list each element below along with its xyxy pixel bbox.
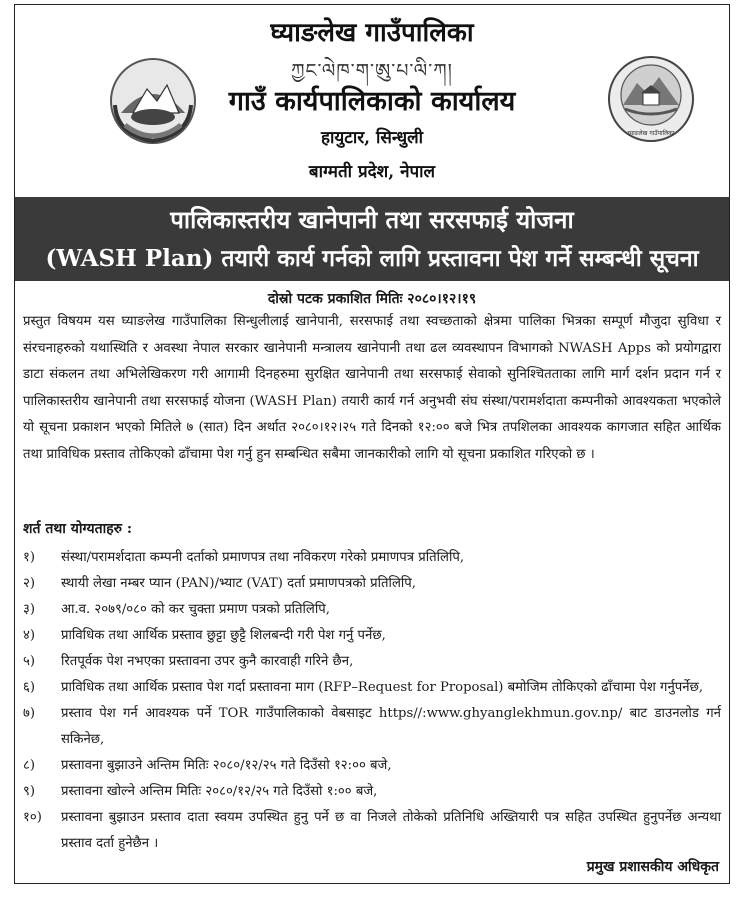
municipality-name-tibetan: ཀྱང་ལེཁ་ག་ཨུ་པ་ལི་ཀ། — [291, 60, 453, 82]
condition-text: प्रस्तावना खोल्ने अन्तिम मितिः २०८०/१२/२५ गते दिउँसो १:०० बजे, — [61, 784, 378, 799]
condition-text: प्राविधिक तथा आर्थिक प्रस्ताव पेश गर्दा प्रस्तावना माग (RFP–Request for Proposal) बमोजिम तोकिएको ढाँचामा पेश गर्नुपर्नेछ, — [61, 680, 704, 695]
office-location: हायुटार, सिन्धुली — [320, 128, 424, 148]
condition-item — [23, 753, 721, 779]
office-name: गाउँ कार्यपालिकाको कार्यालय — [228, 86, 516, 117]
condition-number: २) — [23, 576, 36, 591]
condition-text: रितपूर्वक पेश नभएका प्रस्तावना उपर कुनै कारवाही गरिने छैन, — [61, 654, 354, 669]
conditions-heading: शर्त तथा योग्यताहरु : — [23, 521, 133, 537]
letterhead — [15, 5, 729, 197]
condition-text: प्रस्तावना बुझाउन प्रस्ताव दाता स्वयम उपस्थित हुनु पर्ने छ वा निजले तोकेको प्रतिनिधि अख्तियारी पत्र सहित उपस्थित हुनुपर्नेछ अन्यथा प्रस्ताव दर्ता हुनेछैन । — [61, 810, 721, 851]
condition-item — [23, 675, 721, 701]
notice-title-banner — [15, 197, 729, 281]
seal-text: घ्याङलेख गाउँपालिका — [627, 130, 675, 137]
condition-number: ४) — [23, 628, 36, 643]
signatory-title: प्रमुख प्रशासकीय अधिकृत — [586, 859, 719, 875]
condition-item — [23, 701, 721, 753]
condition-number: ७) — [23, 706, 36, 721]
condition-number: ६) — [23, 680, 36, 695]
condition-text: प्रस्ताव पेश गर्न आवश्यक पर्ने TOR गाउँपालिकाको वेबसाइट https//:www.ghyanglekhmun.gov.np/ बाट डाउनलोड गर्न सकिनेछ, — [61, 706, 721, 747]
condition-number: ९) — [23, 784, 36, 799]
condition-number: १) — [23, 550, 36, 565]
public-notice — [14, 4, 730, 884]
condition-item — [23, 623, 721, 649]
condition-number: ३) — [23, 602, 36, 617]
condition-item — [23, 805, 721, 857]
condition-text: प्राविधिक तथा आर्थिक प्रस्ताव छुट्टा छुट्टै शिलबन्दी गरी पेश गर्नु पर्नेछ, — [61, 628, 386, 643]
condition-text: आ.व. २०७९/०८० को कर चुक्ता प्रमाण पत्रको प्रतिलिपि, — [61, 602, 330, 617]
notice-title-line2: (WASH Plan) तयारी कार्य गर्नको लागि प्रस्तावना पेश गर्ने सम्बन्धी सूचना — [45, 245, 699, 272]
condition-item — [23, 597, 721, 623]
condition-text: संस्था/परामर्शदाता कम्पनी दर्ताको प्रमाणपत्र तथा नविकरण गरेको प्रमाणपत्र प्रतिलिपि, — [61, 550, 465, 565]
notice-body: प्रस्तुत विषयम यस घ्याङलेख गाउँपालिका सिन्धुलीलाई खानेपानी, सरसफाई तथा स्वच्छताको क्षेत्रमा पालिका भित्रका सम्पूर्ण मौजुदा सुविधा र संरचनाहरुको यथास्थिति र अवस्था नेपाल सरकार खानेपानी मन्त्रालय खानेपानी तथा ढल व्यवस्थापन विभागको NWASH Apps को प्रयोगद्वारा डाटा संकलन तथा अभिलेखिकरण गरी आगामी दिनहरुमा सुरक्षित खानेपानी तथा सरसफाई सेवाको सुनिश्चितताका लागि मार्ग दर्शन प्रदान गर्न र पालिकास्तरीय खानेपानी तथा सरसफाई योजना (WASH Plan) तयारी कार्य गर्न अनुभवी संघ संस्था/परामर्शदाता कम्पनीको आवश्यकता भएकोले यो सूचना प्रकाशन भएको मितिले ७ (सात) दिन अर्थात २०८०।१२।२५ गते दिनको १२:०० बजे भित्र तपशिलका आवश्यक कागजात सहित आर्थिक तथा प्राविधिक प्रस्ताव तोकिएको ढाँचामा पेश गर्नु हुन सम्बन्धित सबैमा जानकारीको लागि यो सूचना प्रकाशित गरिएको छ । — [23, 314, 721, 462]
publication-date: दोस्रो पटक प्रकाशित मितिः २०८०।१२।१९ — [267, 291, 477, 307]
condition-text: स्थायी लेखा नम्बर प्यान (PAN)/भ्याट (VAT) दर्ता प्रमाणपत्रको प्रतिलिपि, — [61, 576, 416, 591]
notice-title-line1: पालिकास्तरीय खानेपानी तथा सरसफाई योजना — [170, 205, 574, 234]
province-name: बाग्मती प्रदेश, नेपाल — [308, 162, 436, 182]
condition-number: ८) — [23, 758, 36, 773]
condition-item — [23, 571, 721, 597]
condition-text: प्रस्तावना बुझाउने अन्तिम मितिः २०८०/१२/२५ गते दिउँसो १२:०० बजे, — [61, 758, 392, 773]
condition-item — [23, 779, 721, 805]
municipality-name: घ्याङलेख गाउँपालिका — [270, 18, 474, 48]
conditions-list — [23, 545, 721, 857]
condition-number: ५) — [23, 654, 36, 669]
condition-number: १०) — [23, 810, 42, 825]
condition-item — [23, 545, 721, 571]
condition-item — [23, 649, 721, 675]
